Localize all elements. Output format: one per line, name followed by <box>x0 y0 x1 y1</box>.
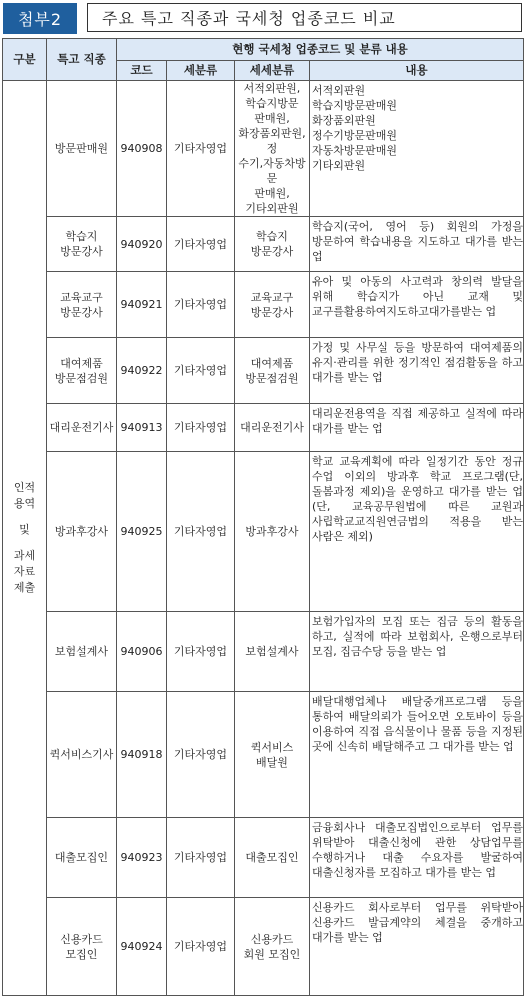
detail-category-cell: 퀵서비스 배달원 <box>235 692 310 818</box>
content-cell: 서적외판원 학습지방문판매원 화장품외판원 정수기방문판매원 자동차방문판매원 기타외판원 <box>310 81 524 217</box>
detail-category-cell: 방과후강사 <box>235 452 310 612</box>
content-cell: 학습지(국어, 영어 등) 회원의 가정을 방문하여 학습내용을 지도하고 대가를 받는 업 <box>310 217 524 272</box>
table-row <box>3 404 524 452</box>
category-cell <box>3 81 47 996</box>
sub-category-cell: 기타자영업 <box>167 338 235 404</box>
detail-category-cell: 서적외판원, 학습지방문 판매원, 화장품외판원,정 수기,자동차방문 판매원, 기타외판원 <box>235 81 310 217</box>
table-row <box>3 898 524 996</box>
job-cell: 교육교구 방문강사 <box>47 272 117 338</box>
sub-category-cell: 기타자영업 <box>167 898 235 996</box>
content-cell: 신용카드 회사로부터 업무를 위탁받아 신용카드 발급계약의 체결을 중개하고 대가를 받는 업 <box>310 898 524 996</box>
detail-category-cell: 대출모집인 <box>235 818 310 898</box>
job-cell: 방문판매원 <box>47 81 117 217</box>
code-cell: 940922 <box>117 338 167 404</box>
code-cell: 940920 <box>117 217 167 272</box>
content-cell: 학교 교육계획에 따라 일정기간 동안 정규 수업 이외의 방과후 학교 프로그램(단, 돌봄과정 제외)을 운영하고 대가를 받는 업(단, 교육공무원법에 따른 교원과 사립학교교직원연금법의 적용을 받는 사람은 제외) <box>310 452 524 612</box>
content-cell: 보험가입자의 모집 또는 집금 등의 활동을 하고, 실적에 따라 보험회사, 은행으로부터 모집, 집금수당 등을 받는 업 <box>310 612 524 692</box>
detail-category-cell: 학습지 방문강사 <box>235 217 310 272</box>
sub-category-cell: 기타자영업 <box>167 452 235 612</box>
code-cell: 940923 <box>117 818 167 898</box>
header-content: 내용 <box>310 61 524 81</box>
content-cell: 금융회사나 대출모집법인으로부터 업무를 위탁받아 대출신청에 관한 상담업무를 수행하거나 대출 수요자를 발굴하여 대출신청자를 모집하고 대가를 받는 업 <box>310 818 524 898</box>
content-cell: 유아 및 아동의 사고력과 창의력 발달을 위해 학습지가 아닌 교재 및 교구를활용하여지도하고대가를받는 업 <box>310 272 524 338</box>
job-cell: 학습지 방문강사 <box>47 217 117 272</box>
table-row <box>3 612 524 692</box>
header-sub: 세분류 <box>167 61 235 81</box>
code-cell: 940913 <box>117 404 167 452</box>
table-row <box>3 217 524 272</box>
job-cell: 대출모집인 <box>47 818 117 898</box>
table-row <box>3 692 524 818</box>
content-cell: 대리운전용역을 직접 제공하고 실적에 따라 대가를 받는 업 <box>310 404 524 452</box>
sub-category-cell: 기타자영업 <box>167 217 235 272</box>
sub-category-cell: 기타자영업 <box>167 612 235 692</box>
page-header <box>3 3 524 34</box>
job-cell: 퀵서비스기사 <box>47 692 117 818</box>
sub-category-cell: 기타자영업 <box>167 404 235 452</box>
table-row <box>3 81 524 217</box>
sub-category-cell: 기타자영업 <box>167 818 235 898</box>
table-row <box>3 338 524 404</box>
header-code: 코드 <box>117 61 167 81</box>
code-cell: 940908 <box>117 81 167 217</box>
code-cell: 940921 <box>117 272 167 338</box>
comparison-table <box>2 38 524 996</box>
job-cell: 대여제품 방문점검원 <box>47 338 117 404</box>
page-title: 주요 특고 직종과 국세청 업종코드 비교 <box>87 3 522 32</box>
detail-category-cell: 신용카드 회원 모집인 <box>235 898 310 996</box>
sub-category-cell: 기타자영업 <box>167 81 235 217</box>
attachment-badge: 첨부2 <box>3 3 77 34</box>
code-cell: 940906 <box>117 612 167 692</box>
job-cell: 보험설계사 <box>47 612 117 692</box>
code-cell: 940924 <box>117 898 167 996</box>
table-row <box>3 452 524 612</box>
table-body <box>3 81 524 996</box>
detail-category-cell: 교육교구 방문강사 <box>235 272 310 338</box>
table-row <box>3 818 524 898</box>
sub-category-cell: 기타자영업 <box>167 692 235 818</box>
header-detail: 세세분류 <box>235 61 310 81</box>
content-cell: 가정 및 사무실 등을 방문하여 대여제품의 유지·관리를 위한 정기적인 점검활동을 하고 대가를 받는 업 <box>310 338 524 404</box>
code-cell: 940925 <box>117 452 167 612</box>
job-cell: 방과후강사 <box>47 452 117 612</box>
content-cell: 배달대행업체나 배달중개프로그램 등을 통하여 배달의뢰가 들어오면 오토바이 등을 이용하여 직접 음식물이나 물품 등을 지정된 곳에 신속히 배달해주고 그 대가를 받는 업 <box>310 692 524 818</box>
header-job: 특고 직종 <box>47 39 117 81</box>
category-line-3: 과세 자료 제출 <box>13 549 36 594</box>
detail-category-cell: 대여제품 방문점검원 <box>235 338 310 404</box>
job-cell: 신용카드 모집인 <box>47 898 117 996</box>
detail-category-cell: 대리운전기사 <box>235 404 310 452</box>
job-cell: 대리운전기사 <box>47 404 117 452</box>
code-cell: 940918 <box>117 692 167 818</box>
detail-category-cell: 보험설계사 <box>235 612 310 692</box>
header-group: 현행 국세청 업종코드 및 분류 내용 <box>117 39 524 61</box>
sub-category-cell: 기타자영업 <box>167 272 235 338</box>
category-line-1: 인적 용역 <box>13 481 36 510</box>
header-category: 구분 <box>3 39 47 81</box>
category-line-2: 및 <box>19 523 30 536</box>
table-row <box>3 272 524 338</box>
